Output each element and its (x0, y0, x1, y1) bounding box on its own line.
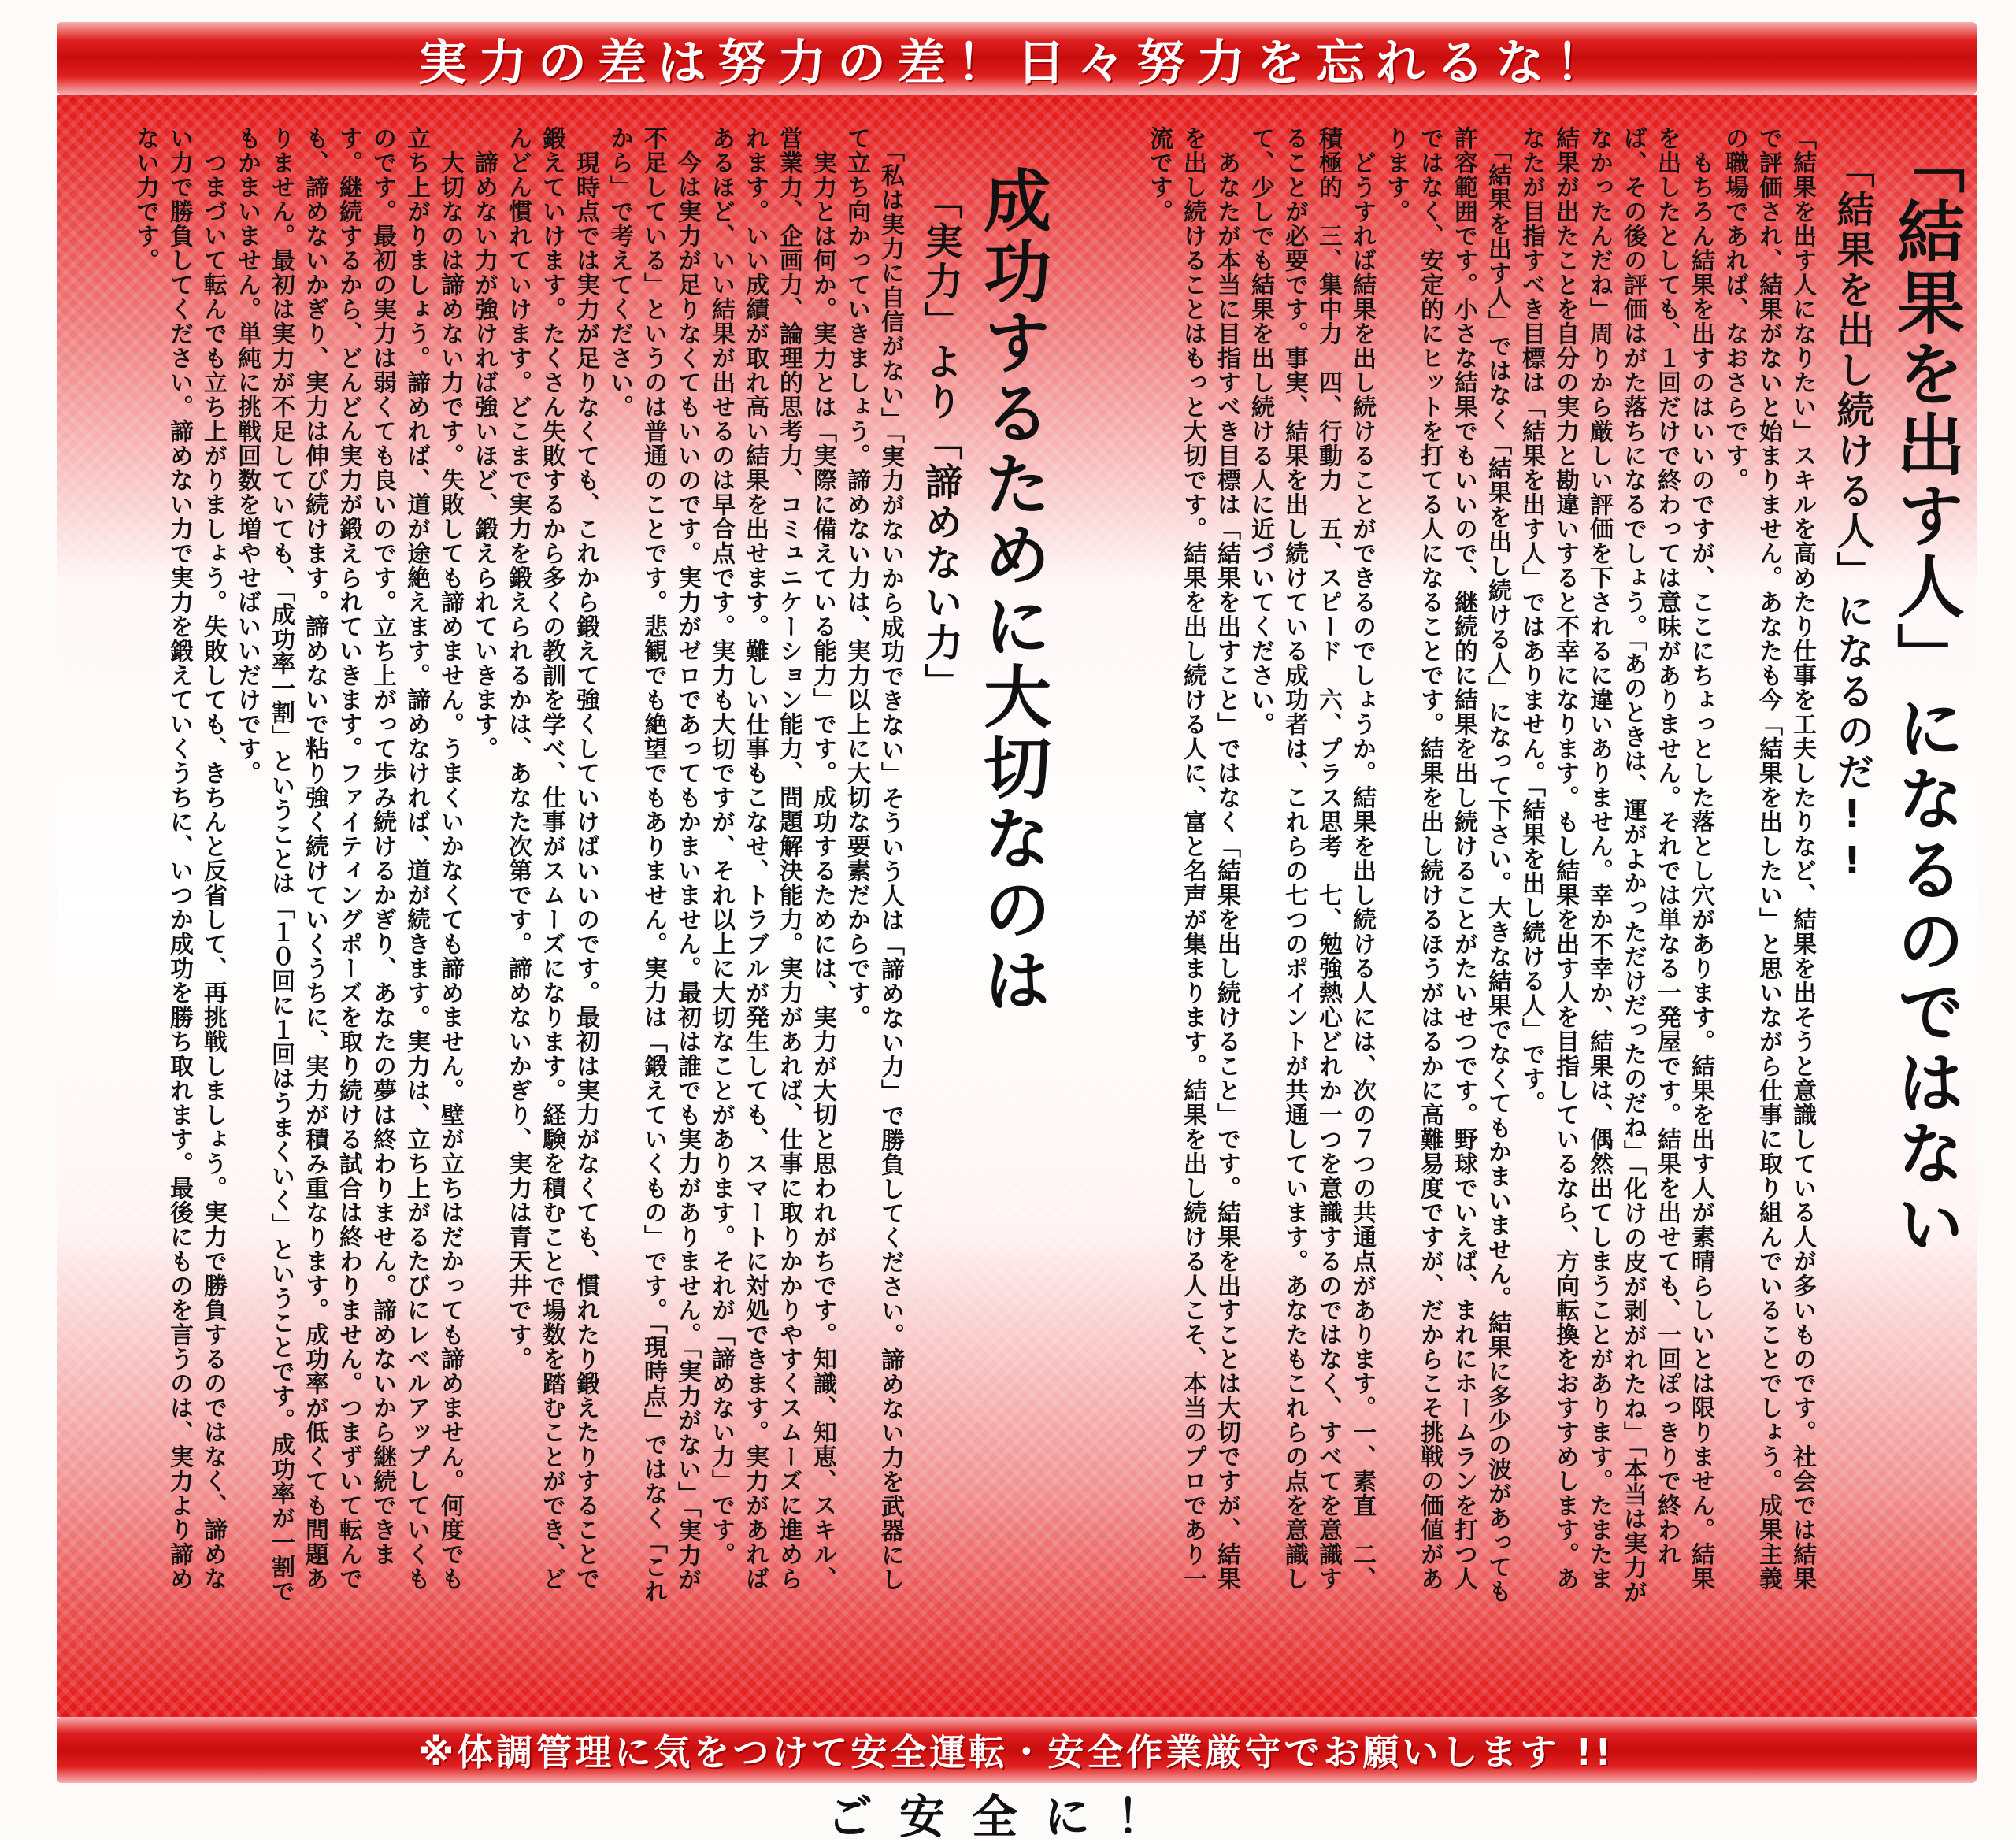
article-success-subtitle: 「実力」より「諦めない力」 (918, 181, 962, 703)
header-banner-text: 実力の差は努力の差！日々努力を忘れるな！ (417, 33, 1615, 91)
content-panel (57, 95, 1977, 1717)
footer (0, 1786, 2016, 1844)
article-success-body: 「私は実力に自信がない」「実力がないから成功できない」そういう人は「諦めない力」で勝負してください。諦めない力を武器にして立ち向かっていきましょう。諦めない力は、実力以上に大切な要素だからです。 実力とは何か。実力とは「実際に備えている能力」です。成功するためには、実力が大切と思われがちです。知識、知恵、スキル、営業力、企画力、論理的思考力、コミュニケーション能力、問題解決能力。実力があれば、仕事に取りかかりやすくスムーズに進められます。いい成績が取れ高い結果を出せます。難しい仕事もこなせ、トラブルが発生しても、スマートに対処できます。実力があればあるほど、いい結果が出せるのは早合点です。実力も大切ですが、それ以上に大切なことがあります。それが「諦めない力」です。 今は実力が足りなくてもいいのです。実力がゼロであってもかまいません。最初は誰でも実力がありません。「実力がない」「実力が不足している」というのは普通のことです。悲観でも絶望でもありません。実力は「鍛えていくもの」です。「現時点」ではなく「これから」で考えてください。 現時点では実力が足りなくても、これから鍛えて強くしていけばいいのです。最初は実力がなくても、慣れたり鍛えたりすることで鍛えていけます。たくさん失敗するから多くの教訓を学べ、仕事がスムーズになります。経験を積むことで場数を踏むことができ、どんどん慣れていけます。どこまで実力を鍛えられるかは、あなた次第です。諦めないかぎり、実力は青天井です。 諦めない力が強ければ強いほど、鍛えられていきます。 大切なのは諦めない力です。失敗しても諦めません。うまくいかなくても諦めません。壁が立ちはだかっても諦めません。何度でも立ち上がりましょう。諦めれば、道が途絶えます。諦めなければ、道が続きます。実力は、立ち上がるたびにレベルアップしていくものです。最初の実力は弱くても良いのです。立ち上がって歩み続けるかぎり、あなたの夢は終わりません。諦めないから継続できます。継続するから、どんどん実力が鍛えられていきます。ファイティングポーズを取り続ける試合は終わりません。つまずいて転んでも、諦めないかぎり、実力は伸び続けます。諦めないで粘り強く続けていくうちに、実力が積み重なります。成功率が低くても問題ありません。最初は実力が不足していても、「成功率一割」ということは「１０回に１回はうまくいく」ということです。成功率が一割でもかまいません。単純に挑戦回数を増やせばいいだけです。 つまづいて転んでも立ち上がりましょう。失敗しても、きちんと反省して、再挑戦しましょう。実力で勝負するのではなく、諦めない力で勝負してください。諦めない力で実力を鍛えていくうちに、いつか成功を勝ち取れます。最後にものを言うのは、実力より諦めない力です。 (132, 126, 904, 1603)
article-results-title: 「結果を出す人」になるのではない (1885, 126, 1964, 1260)
article-results (1080, 95, 1977, 1717)
article-results-body: 「結果を出す人になりたい」スキルを高めたり仕事を工夫したりなど、結果を出そうと意識している人が多いものです。社会では結果で評価され、結果がないと始まりません。あなたも今「結果を出したい」と思いながら仕事に取り組んでいることでしょう。成果主義の職場であれば、なおさらです。 もちろん結果を出すのはいいのですが、ここにちょっとした落とし穴があります。結果を出す人が素晴らしいとは限りません。結果を出したとしても、１回だけで終わっては意味がありません。それでは単なる一発屋です。結果を出せても、一回ぽっきりで終われば、その後の評価はがた落ちになるでしょう。「あのときは、運がよかっただけだったのだね」「化けの皮が剥がれたね」「本当は実力がなかったんだね」周りから厳しい評価を下されるに違いありません。幸か不幸か、結果は、偶然出てしまうことがあります。たまたま結果が出たことを自分の実力と勘違いすると不幸になります。もし結果を出す人を目指しているなら、方向転換をおすすめします。あなたが目指すべき目標は「結果を出す人」ではありません。「結果を出し続ける人」です。 「結果を出す人」ではなく「結果を出し続ける人」になって下さい。大きな結果でなくてもかまいません。結果に多少の波があっても許容範囲です。小さな結果でもいいので、継続的に結果を出し続けることがたいせつです。野球でいえば、まれにホームランを打つ人ではなく、安定的にヒットを打てる人になることです。結果を出し続けるほうがはるかに高難易度ですが、だからこそ挑戦の価値があります。 どうすれば結果を出し続けることができるのでしょうか。結果を出し続ける人には、次の７つの共通点があります。一、素直 二、積極的 三、集中力 四、行動力 五、スピード 六、プラス思考 七、勉強熱心どれか一つを意識するのではなく、すべてを意識することが必要です。事実、結果を出し続けている成功者は、これらの七つのポイントが共通しています。あなたもこれらの点を意識して、少しでも結果を出し続ける人に近づいてください。 あなたが本当に目指すべき目標は「結果を出すこと」ではなく「結果を出し続けること」です。結果を出すことは大切ですが、結果を出し続けることはもっと大切です。結果を出し続ける人に、富と名声が集まります。結果を出し続ける人こそ、本当のプロであり一流です。 (1145, 126, 1816, 1604)
footer-text: ご安全に！ (826, 1789, 1189, 1844)
safety-banner-text: ※体調管理に気をつけて安全運転・安全作業厳守でお願いします !! (418, 1731, 1615, 1774)
article-results-subtitle: 「結果を出し続ける人」になるのだ!! (1830, 150, 1874, 885)
safety-banner (57, 1717, 1977, 1783)
article-success (57, 95, 1080, 1717)
header-banner (57, 22, 1977, 95)
article-success-title: 成功するために大切なのは (972, 165, 1051, 1016)
